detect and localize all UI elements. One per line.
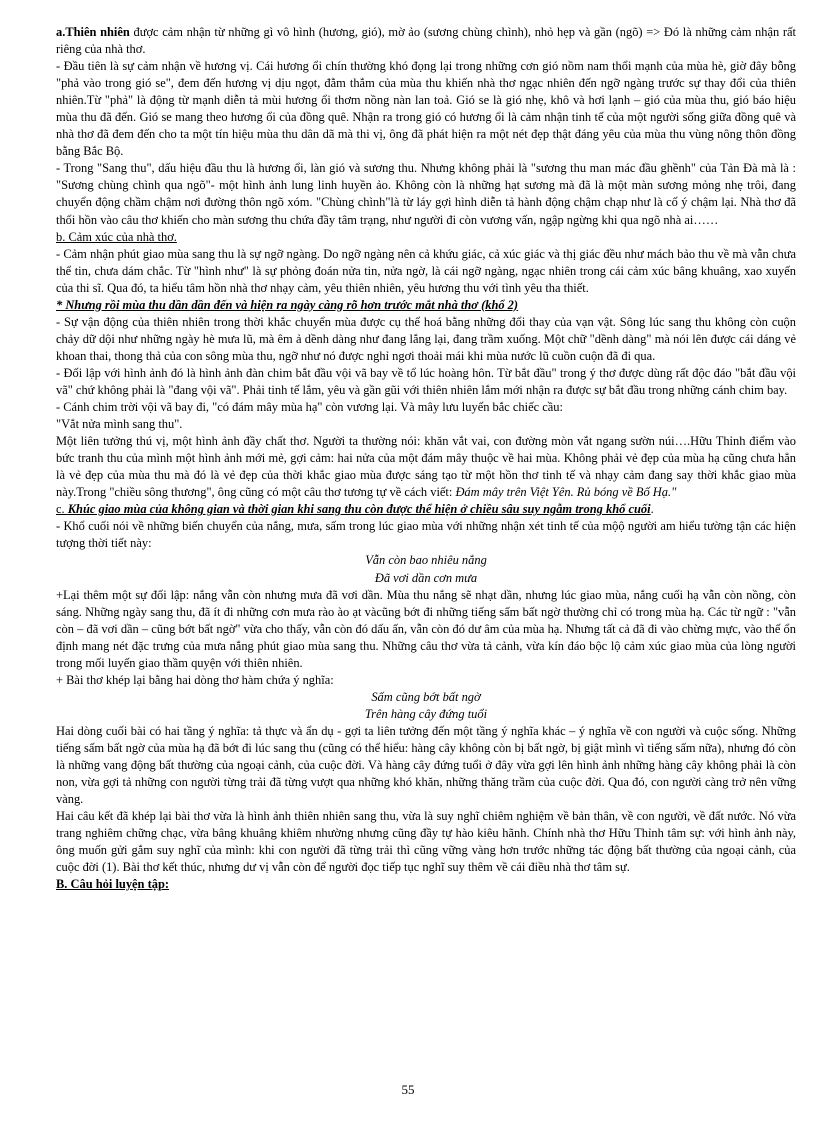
document-page bbox=[56, 24, 796, 893]
paragraph: - Trong "Sang thu", dấu hiệu đầu thu là hương ổi, làn gió và sương thu. Nhưng không phải là "sương thu man mác đầu ghềnh" của Tản Đà mà là : "Sương chùng chình qua ngõ"- một hình ảnh lung linh huyền ảo. Không còn là những hạt sương mà đã là một màn sương mỏng nhẹ trôi, đang chuyển động chầm chậm nơi đường thôn ngõ xóm. "Chùng chình"là từ láy gợi hình diễn tả hành động chậm chạp như là cố ý chậm lại. Nhà thơ đã thổi hồn vào câu thơ khiến cho màn sương thu chứa đầy tâm trạng, như người đi còn vương vấn, ngập ngừng khi qua ngõ nhà ai…… bbox=[56, 161, 796, 227]
verse-line: Vẫn còn bao nhiêu nắng bbox=[365, 553, 487, 568]
paragraph: Hai dòng cuối bài có hai tầng ý nghĩa: tả thực và ẩn dụ - gợi ta liên tưởng đến một tầng ý nghĩa khác – ý nghĩa về con người và cuộc sống. Những tiếng sấm bất ngờ của mùa hạ đã bớt đi lúc sang thu (cũng có thể hiểu: hàng cây không còn bị bất ngờ, bị giật mình vì tiếng sấm nữa), nhưng đó còn là những vang động bất thường của ngoại cảnh, của cuộc đời. Và hàng cây đứng tuổi ở đây vừa gợi lên hình ảnh những hàng cây không phải là còn non, vừa gợi tả những con người từng trải đã từng vượt qua những khó khăn, những thăng trầm của cuộc đời. Qua đó, con người càng trở nên vững vàng. bbox=[56, 723, 796, 807]
paragraph-thien-nhien bbox=[56, 24, 796, 58]
paragraph-text: được cảm nhận từ những gì vô hình (hương, gió), mờ ảo (sương chùng chình), nhỏ hẹp và gần (ngõ) => Đó là những cảm nhận rất riêng của nhà thơ. bbox=[56, 25, 796, 57]
section-c-title: Khúc giao mùa của không gian và thời gian khi sang thu còn được thể hiện ở chiều sâu suy ngẫm trong khổ cuối bbox=[67, 502, 651, 517]
paragraph: - Đầu tiên là sự cảm nhận về hương vị. Cái hương ổi chín thường khó đọng lại trong những cơn gió nồm nam thổi mạnh của mùa hè, giờ đây bỗng "phả vào trong gió se", đem đến hương vị dịu ngọt, đằm thắm của mùa thu khiến nhà thơ ngạc nhiên đến ngỡ ngàng trước sự thay đổi của thiên nhiên.Từ "phả" là động từ mạnh diễn tả mùi hương ổi thơm nồng nàn lan toả. Gió se là gió nhẹ, khô và hơi lạnh – gió của mùa thu, gió báo hiệu mùa thu đã đến. Gió se mang theo hương ổi của đồng quê. Nhận ra trong gió có hương ổi là cảm nhận tinh tế của một người sống giữa đồng quê và nhà thơ đã đem đến cho ta một tín hiệu mùa thu dân dã mà thi vị, ông đã phát hiện ra một nét đẹp thật đáng yêu của mùa thu vùng nông thôn đồng bằng Bắc Bộ. bbox=[56, 59, 796, 159]
section-a-heading: a.Thiên nhiên bbox=[56, 25, 130, 39]
page-number: 55 bbox=[401, 1082, 415, 1097]
section-b-heading: b. Cảm xúc của nhà thơ. bbox=[56, 229, 177, 244]
section-c-heading: c. Khúc giao mùa của không gian và thời gian khi sang thu còn được thể hiện ở chiều sâu suy ngẫm trong khổ cuối. bbox=[56, 502, 654, 517]
quote-italic: Đám mây trên Việt Yên. Rủ bóng về Bố Hạ." bbox=[455, 485, 677, 500]
verse-quote: "Vắt nửa mình sang thu". bbox=[56, 417, 183, 432]
paragraph: Hai câu kết đã khép lại bài thơ vừa là hình ảnh thiên nhiên sang thu, vừa là suy nghĩ chiêm nghiệm về bản thân, về con người, về đất nước. Nó vừa trang nghiêm chững chạc, vừa bâng khuâng khiêm nhường nhưng cũng đầy tự hào kiêu hãnh. Chính nhà thơ Hữu Thỉnh tâm sự: với hình ảnh này, ông muốn gửi gắm suy nghĩ của mình: khi con người đã từng trải thì cũng vững vàng hơn trước những tác động bất thường của ngoại cảnh, của cuộc đời (1). Bài thơ kết thúc, nhưng dư vị vẫn còn để người đọc tiếp tục nghĩ suy thêm về cái điều nhà thơ tâm sự. bbox=[56, 809, 796, 875]
verse-line: Trên hàng cây đứng tuổi bbox=[364, 706, 488, 721]
paragraph: +Lại thêm một sự đối lập: nắng vẫn còn nhưng mưa đã vơi dần. Mùa thu nắng sẽ nhạt dần, nhưng lúc giao mùa, nắng cuối hạ vẫn còn nồng, còn sáng. Những ngày sang thu, đã ít đi những cơn mưa rào ào ạt vàcũng bớt đi những tiếng sấm bất ngờ thường chỉ có trong mùa hạ. Các từ ngữ : "vẫn còn – đã vơi dần – cũng bớt bất ngờ" vừa cho thấy, vẫn còn đó dấu ấn, vẫn còn đó dư âm của mùa hạ. Nhưng tất cả đã đi vào chừng mực, vào thế ổn định mang nét đặc trưng của mưa nắng phút giao mùa sang thu. Những câu thơ vừa tả cảnh, vừa kín đáo bộc lộ cảm xúc giao mùa của lòng người trong mối luyến giao thầm quyện với thiên nhiên. bbox=[56, 587, 796, 670]
section-B-heading: B. Câu hỏi luyện tập: bbox=[56, 877, 170, 892]
paragraph: + Bài thơ khép lại bằng hai dòng thơ hàm chứa ý nghĩa: bbox=[56, 672, 334, 687]
paragraph-text: Một liên tưởng thú vị, một hình ảnh đầy chất thơ. Người ta thường nói: khăn vắt vai, con đường mòn vắt ngang sườn núi….Hữu Thỉnh điểm vào bức tranh thu của mình một hình ảnh mới mẻ, gợi cảm: hai nửa của một đám mây thuộc về hai mùa. Không phải vẻ đẹp của mùa hạ cũng chưa hẳn là vẻ đẹp của mùa thu mà đó là vẻ đẹp của thời khắc giao mùa được sáng tạo từ một hồn thơ tinh tế và nhạy cảm đang say thời khắc giao mùa này.Trong "chiều sông thương", ông cũng có một câu thơ tương tự về cách viết: bbox=[56, 434, 796, 500]
stanza-2-heading: * Nhưng rồi mùa thu dần dần đến và hiện ra ngày càng rõ hơn trước mắt nhà thơ (khổ 2) bbox=[56, 297, 519, 312]
paragraph: - Cánh chim trời vội vã bay đi, "có đám mây mùa hạ" còn vương lại. Và mây lưu luyến bắc chiếc cầu: bbox=[56, 400, 563, 415]
verse-line: Sấm cũng bớt bất ngờ bbox=[371, 689, 481, 704]
verse-line: Đã vơi dần cơn mưa bbox=[374, 570, 478, 585]
paragraph: - Cảm nhận phút giao mùa sang thu là sự ngỡ ngàng. Do ngỡ ngàng nên cả khứu giác, cả xúc giác và thị giác đều như mách bảo thu về mà vẫn chưa thể tin, chưa dám chắc. Từ "hình như" là sự phỏng đoán nửa tin, nửa ngờ, là cái ngỡ ngàng, ngạc nhiên trong cái cảm xúc bâng khuâng, xao xuyến của thi sĩ. Qua đó, ta hiểu tâm hồn nhà thơ nhạy cảm, yêu thiên nhiên, yêu hương thu với tình yêu tha thiết. bbox=[56, 246, 796, 295]
paragraph: - Đối lập với hình ảnh đó là hình ảnh đàn chim bắt đầu vội vã bay về tổ lúc hoàng hôn. Từ bắt đầu" trong ý thơ được dùng rất độc đáo "bắt đầu vội vã" chứ không phải là "đang vội vã". Phải tinh tế lắm, yêu và gần gũi với thiên nhiên lắm mới nhận ra được sự bắt đầu trong những cánh chim bay. bbox=[56, 365, 796, 397]
paragraph bbox=[56, 433, 796, 501]
paragraph: - Sự vận động của thiên nhiên trong thời khắc chuyển mùa được cụ thể hoá bằng những đổi thay của vạn vật. Sông lúc sang thu không còn cuộn chảy dữ dội như những ngày hè mưa lũ, mà êm ả dềnh dàng như đang lắng lại, đang trầm xuống. Một chữ "dềnh dàng" mà nói lên được cái dáng vẻ khoan thai, thong thả của con sông mùa thu, ngỡ như nó được nghỉ ngơi thoải mái khi mùa nước lũ cuồn cuộn đã đi qua. bbox=[56, 314, 796, 363]
paragraph: - Khổ cuối nói về những biến chuyển của nắng, mưa, sấm trong lúc giao mùa với những nhận xét tinh tế của mộộ người am hiểu tường tận các hiện tượng thời tiết này: bbox=[56, 519, 796, 551]
